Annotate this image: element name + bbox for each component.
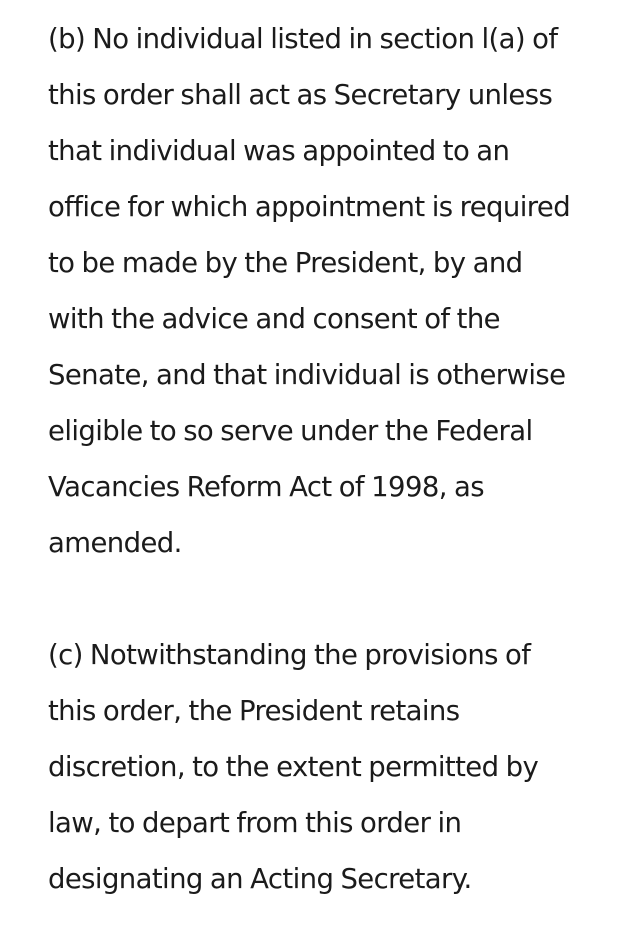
paragraph-b [48, 11, 608, 571]
paragraph-line: with the advice and consent of the [48, 303, 500, 335]
paragraph-line: Vacancies Reform Act of 1998, as [48, 471, 484, 503]
paragraph-line: amended. [48, 527, 182, 559]
document-body [48, 11, 608, 907]
paragraph-line: (c) Notwithstanding the provisions of [48, 639, 531, 671]
paragraph-line: to be made by the President, by and [48, 247, 523, 279]
paragraph-line: this order, the President retains [48, 695, 460, 727]
paragraph-line: eligible to so serve under the Federal [48, 415, 533, 447]
paragraph-line: that individual was appointed to an [48, 135, 510, 167]
paragraph-line: law, to depart from this order in [48, 807, 462, 839]
paragraph-line: office for which appointment is required [48, 191, 571, 223]
paragraph-line: discretion, to the extent permitted by [48, 751, 539, 783]
paragraph-line: (b) No individual listed in section l(a) of [48, 23, 558, 55]
paragraph-line: Senate, and that individual is otherwise [48, 359, 566, 391]
paragraph-c [48, 627, 608, 907]
paragraph-line: this order shall act as Secretary unless [48, 79, 553, 111]
paragraph-line: designating an Acting Secretary. [48, 863, 472, 895]
